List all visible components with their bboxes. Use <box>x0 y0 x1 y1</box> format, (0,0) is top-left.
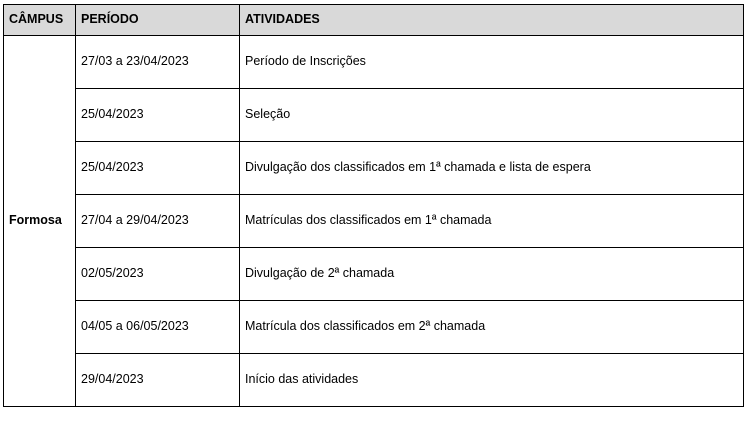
table-row <box>4 301 744 354</box>
column-header-atividades: ATIVIDADES <box>240 5 744 36</box>
header-row <box>4 5 744 36</box>
atividade-cell: Divulgação dos classificados em 1ª chamada e lista de espera <box>240 142 744 195</box>
table-body <box>4 36 744 407</box>
table-row <box>4 354 744 407</box>
document-page <box>0 4 747 429</box>
atividade-cell: Início das atividades <box>240 354 744 407</box>
table-row <box>4 89 744 142</box>
column-header-periodo: PERÍODO <box>76 5 240 36</box>
campus-cell: Formosa <box>4 36 76 407</box>
atividade-cell: Divulgação de 2ª chamada <box>240 248 744 301</box>
periodo-cell: 25/04/2023 <box>76 89 240 142</box>
periodo-cell: 27/04 a 29/04/2023 <box>76 195 240 248</box>
column-header-campus: CÂMPUS <box>4 5 76 36</box>
periodo-cell: 25/04/2023 <box>76 142 240 195</box>
table-row <box>4 248 744 301</box>
periodo-cell: 04/05 a 06/05/2023 <box>76 301 240 354</box>
atividade-cell: Matrículas dos classificados em 1ª chamada <box>240 195 744 248</box>
table-row <box>4 142 744 195</box>
atividade-cell: Seleção <box>240 89 744 142</box>
table-row <box>4 36 744 89</box>
table-header <box>4 5 744 36</box>
table-row <box>4 195 744 248</box>
atividade-cell: Matrícula dos classificados em 2ª chamada <box>240 301 744 354</box>
schedule-table <box>3 4 744 407</box>
periodo-cell: 27/03 a 23/04/2023 <box>76 36 240 89</box>
atividade-cell: Período de Inscrições <box>240 36 744 89</box>
periodo-cell: 29/04/2023 <box>76 354 240 407</box>
periodo-cell: 02/05/2023 <box>76 248 240 301</box>
